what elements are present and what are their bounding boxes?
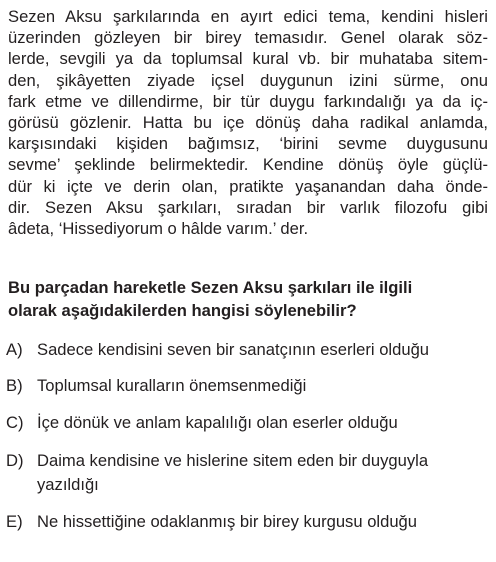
passage-line: lerde, sevgili ya da toplumsal kural vb. bir muhataba sitem-: [8, 49, 488, 69]
question-line: olarak aşağıdakilerden hangisi söylenebilir?: [8, 301, 357, 320]
passage-line: fark etme ve dillendirme, bir tür duygu farkındalığı ya da iç-: [8, 91, 488, 111]
option-text: İçe dönük ve anlam kapalılığı olan eserler olduğu: [37, 413, 398, 432]
passage-line: dür ki içte ve derin olan, pratikte yaşanandan daha önde-: [8, 176, 488, 196]
option-letter: D): [6, 451, 24, 470]
passage-line: sevme’ şeklinde belirmektedir. Kendine dönüş öyle güçlü-: [8, 155, 488, 175]
question-line: Bu parçadan hareketle Sezen Aksu şarkıları ile ilgili: [8, 278, 413, 297]
option-text: Daima kendisine ve hislerine sitem eden bir duyguyla yazıldığı: [37, 451, 429, 494]
option-letter: E): [6, 512, 23, 531]
passage-line: den, şikâyetten ziyade içsel duygunun izini sürme, onu: [8, 70, 488, 90]
passage-line: üzerinden gözleyen bir birey temasıdır. Genel olarak söz-: [8, 28, 488, 48]
option-text: Ne hissettiğine odaklanmış bir birey kurgusu olduğu: [37, 512, 418, 531]
passage-line: âdeta, ‘Hissediyorum o hâlde varım.’ der.: [8, 219, 309, 239]
passage-line: Sezen Aksu şarkılarında en ayırt edici tema, kendini hisleri: [8, 7, 488, 26]
option-text: Toplumsal kuralların önemsenmediği: [37, 376, 307, 395]
option-letter: C): [6, 413, 24, 432]
question-stem: [8, 276, 488, 322]
option-letter: B): [6, 376, 23, 395]
passage-line: görüsü gözlenir. Hatta bu içe dönüş daha radikal anlamda,: [8, 113, 488, 133]
option-text: Sadece kendisini seven bir sanatçının eserleri olduğu: [37, 340, 430, 359]
reading-passage: [8, 6, 488, 239]
option-letter: A): [6, 340, 23, 359]
passage-line: dir. Sezen Aksu şarkıları, sıradan bir varlık filozofu gibi: [8, 197, 488, 217]
passage-line: karşısındaki kişiden bağımsız, ‘birini sevme duygusunu: [8, 134, 488, 154]
